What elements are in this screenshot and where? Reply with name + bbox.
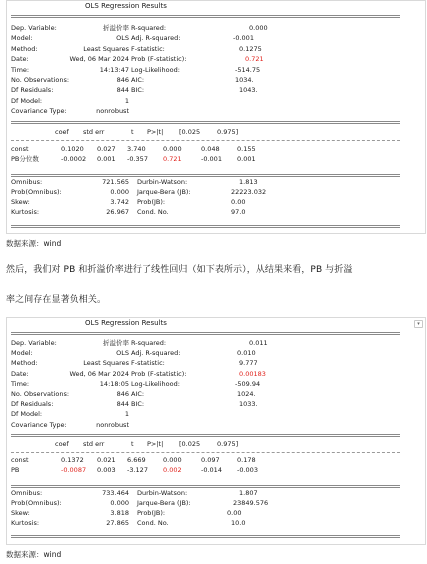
summary-value: Least Squares (83, 44, 129, 53)
coef-cell-hi: 0.155 (237, 145, 256, 153)
summary-value: Wed, 06 Mar 2024 (69, 55, 129, 64)
diagnostic-label: Prob(Omnibus): (11, 499, 62, 507)
chevron-down-icon[interactable]: ▾ (414, 320, 423, 328)
summary-metric-value: 0.000 (249, 24, 268, 32)
diagnostic-label: Omnibus: (11, 489, 43, 497)
coef-row (11, 154, 403, 164)
summary-value: Least Squares (83, 359, 129, 368)
summary-metric-label: BIC: (131, 86, 145, 95)
coef-column-header: std err (83, 440, 105, 448)
summary-metric-label: Prob (F-statistic): (131, 55, 187, 64)
coef-cell-hi: 0.001 (237, 155, 256, 163)
diagnostic-metric-label: Jarque-Bera (JB): (137, 188, 191, 196)
rule-double (11, 15, 400, 18)
diagnostic-metric-value: 10.0 (231, 519, 246, 527)
diagnostic-metric-value: 97.0 (231, 208, 246, 216)
summary-value: nonrobust (96, 420, 129, 429)
summary-value: OLS (116, 34, 129, 43)
rule-double (11, 121, 400, 124)
diagnostic-row (11, 197, 403, 207)
summary-metric-value: 1034. (235, 76, 254, 84)
rule-double (11, 535, 400, 538)
summary-row (11, 85, 403, 95)
summary-label: Date: (11, 369, 29, 378)
diagnostic-row (11, 518, 403, 528)
summary-row (11, 369, 403, 379)
summary-label: Time: (11, 379, 30, 388)
diagnostic-label: Prob(Omnibus): (11, 188, 62, 196)
coef-cell-t: 3.740 (127, 145, 146, 153)
coef-cell-c: 0.1020 (61, 145, 84, 153)
diagnostic-value: 3.818 (110, 509, 129, 517)
summary-metric-value: 0.011 (249, 339, 268, 347)
coef-cell-s: 0.021 (97, 456, 116, 464)
summary-label: Date: (11, 55, 29, 64)
coef-column-header: t (131, 440, 134, 448)
summary-row (11, 33, 403, 43)
coef-cell-p: 0.002 (163, 466, 182, 474)
coef-cell-s: 0.003 (97, 466, 116, 474)
summary-row (11, 409, 403, 419)
diagnostic-value: 0.000 (110, 499, 129, 507)
coef-cell-lo: 0.097 (201, 456, 220, 464)
summary-metric-value: 1024. (237, 390, 256, 398)
summary-value: 846 (116, 390, 129, 398)
coef-cell-t: -0.357 (127, 155, 148, 163)
summary-label: Df Model: (11, 410, 43, 419)
diagnostic-metric-value: 23849.576 (233, 499, 269, 507)
summary-metric-value: -0.001 (233, 34, 254, 43)
summary-row (11, 348, 403, 358)
coef-column-header: 0.975] (217, 128, 239, 136)
summary-row (11, 106, 403, 116)
coef-row (11, 144, 403, 154)
summary-row (11, 54, 403, 64)
paragraph-line-2: 率之间存在显著负相关。 (6, 295, 107, 305)
regression-panel-2 (6, 317, 426, 545)
coef-column-header: t (131, 128, 134, 136)
summary-label: Covariance Type: (11, 107, 67, 116)
rule-double (11, 434, 400, 437)
summary-metric-label: F-statistic: (131, 359, 165, 368)
diagnostic-row (11, 508, 403, 518)
summary-metric-value: 0.00183 (239, 369, 266, 378)
diagnostic-label: Skew: (11, 509, 30, 517)
summary-label: Dep. Variable: (11, 24, 57, 32)
paragraph-line-1: 然后，我们对 PB 和折溢价率进行了线性回归（如下表所示），从结果来看，PB 与折溢 (6, 265, 353, 275)
diagnostic-label: Omnibus: (11, 178, 43, 186)
rule-dashed (11, 140, 400, 141)
diagnostic-row (11, 488, 403, 498)
summary-label: Dep. Variable: (11, 339, 57, 347)
coef-cell-lo: -0.001 (201, 155, 222, 163)
summary-metric-label: Prob (F-statistic): (131, 369, 187, 378)
summary-metric-value: 0.010 (237, 349, 256, 358)
summary-label: Df Model: (11, 96, 43, 105)
summary-metric-value: 1043. (239, 86, 258, 95)
coef-column-header: P>|t| (147, 128, 164, 136)
summary-label: Covariance Type: (11, 420, 67, 429)
diagnostic-metric-label: Durbin-Watson: (137, 489, 188, 497)
coef-row (11, 465, 403, 475)
data-source-note: 数据来源：wind (6, 239, 62, 248)
summary-row (11, 358, 403, 368)
coef-column-header: P>|t| (147, 440, 164, 448)
diagnostic-metric-label: Prob(JB): (137, 509, 166, 517)
summary-metric-value: 9.777 (239, 359, 258, 368)
coef-cell-hi: 0.178 (237, 456, 256, 464)
coef-cell-n: PB分位数 (11, 155, 39, 163)
coef-cell-lo: 0.048 (201, 145, 220, 153)
summary-value: OLS (116, 349, 129, 358)
summary-value: 14:13:47 (99, 65, 129, 74)
summary-value: 844 (116, 400, 129, 409)
summary-value: 1 (124, 410, 129, 419)
summary-metric-label: Log-Likelihood: (131, 379, 180, 388)
coef-header-row (11, 439, 403, 449)
summary-label: Df Residuals: (11, 86, 54, 95)
diagnostic-value: 26.967 (106, 208, 129, 216)
coef-header-row (11, 127, 403, 137)
diagnostic-metric-label: Cond. No. (137, 519, 169, 527)
summary-row (11, 420, 403, 430)
summary-label: Df Residuals: (11, 400, 54, 409)
summary-metric-label: AIC: (131, 76, 145, 84)
summary-row (11, 389, 403, 399)
summary-value: 846 (116, 76, 129, 84)
summary-row (11, 44, 403, 54)
summary-label: Method: (11, 359, 38, 368)
summary-row (11, 96, 403, 106)
summary-metric-value: 0.1275 (239, 44, 262, 53)
summary-value: 844 (116, 86, 129, 95)
coef-cell-lo: -0.014 (201, 466, 222, 474)
diagnostic-metric-value: 1.807 (239, 489, 258, 497)
summary-value: 1 (124, 96, 129, 105)
summary-metric-label: AIC: (131, 390, 145, 398)
diagnostic-label: Kurtosis: (11, 519, 40, 527)
coef-cell-n: PB (11, 466, 20, 474)
diagnostic-value: 3.742 (110, 198, 129, 206)
summary-row (11, 75, 403, 85)
coef-cell-p: 0.000 (163, 456, 182, 464)
coef-cell-hi: -0.003 (237, 466, 258, 474)
regression-panel-1 (6, 0, 426, 234)
summary-metric-label: Log-Likelihood: (131, 65, 180, 74)
rule-double (11, 225, 400, 228)
diagnostic-metric-label: Durbin-Watson: (137, 178, 188, 186)
coef-column-header: std err (83, 128, 105, 136)
summary-value: Wed, 06 Mar 2024 (69, 369, 129, 378)
summary-metric-label: F-statistic: (131, 44, 165, 53)
diagnostic-metric-value: 0.00 (231, 198, 246, 206)
summary-metric-label: Adj. R-squared: (131, 34, 181, 43)
coef-cell-s: 0.027 (97, 145, 116, 153)
summary-row (11, 379, 403, 389)
diagnostic-value: 721.565 (102, 178, 129, 186)
panel-header (7, 318, 425, 329)
summary-value: 折溢价率 (103, 339, 129, 347)
summary-metric-label: R-squared: (131, 339, 167, 347)
summary-metric-value: 0.721 (245, 55, 264, 64)
diagnostic-row (11, 207, 403, 217)
coef-column-header: [0.025 (179, 128, 201, 136)
coef-cell-c: 0.1372 (61, 456, 84, 464)
summary-label: Model: (11, 349, 33, 358)
coef-column-header: 0.975] (217, 440, 239, 448)
diagnostic-row (11, 498, 403, 508)
coef-cell-p: 0.000 (163, 145, 182, 153)
summary-label: Model: (11, 34, 33, 43)
diagnostic-metric-label: Prob(JB): (137, 198, 166, 206)
coef-column-header: coef (55, 128, 69, 136)
panel-header (7, 1, 425, 12)
coef-cell-s: 0.001 (97, 155, 116, 163)
summary-row (11, 65, 403, 75)
coef-column-header: [0.025 (179, 440, 201, 448)
summary-metric-value: -514.75 (235, 65, 261, 74)
summary-metric-label: Adj. R-squared: (131, 349, 181, 358)
summary-label: Time: (11, 65, 30, 74)
panel-title: OLS Regression Results (85, 2, 167, 10)
diagnostic-label: Kurtosis: (11, 208, 40, 216)
rule-dashed (11, 452, 400, 453)
summary-row (11, 23, 403, 33)
summary-metric-label: BIC: (131, 400, 145, 409)
diagnostic-row (11, 177, 403, 187)
diagnostic-metric-value: 22223.032 (231, 188, 267, 196)
coef-cell-c: -0.0002 (61, 155, 87, 163)
summary-row (11, 338, 403, 348)
coef-cell-p: 0.721 (163, 155, 182, 163)
summary-value: 14:18:05 (99, 379, 129, 388)
summary-value: nonrobust (96, 107, 129, 116)
coef-cell-n: const (11, 456, 29, 464)
coef-cell-n: const (11, 145, 29, 153)
panel-title: OLS Regression Results (85, 319, 167, 327)
summary-metric-value: 1033. (239, 400, 258, 409)
summary-row (11, 399, 403, 409)
coef-cell-t: -3.127 (127, 466, 148, 474)
summary-metric-value: -509.94 (235, 379, 261, 388)
summary-metric-label: R-squared: (131, 24, 167, 32)
diagnostic-value: 0.000 (110, 188, 129, 196)
diagnostic-metric-value: 0.00 (227, 509, 242, 517)
diagnostic-metric-label: Cond. No. (137, 208, 169, 216)
coef-cell-t: 6.669 (127, 456, 146, 464)
rule-double (11, 332, 400, 335)
diagnostic-metric-value: 1.813 (239, 178, 258, 186)
coef-column-header: coef (55, 440, 69, 448)
diagnostic-row (11, 187, 403, 197)
diagnostic-value: 733.464 (102, 489, 129, 497)
coef-row (11, 455, 403, 465)
summary-label: No. Observations: (11, 76, 70, 84)
diagnostic-value: 27.865 (106, 519, 129, 527)
summary-value: 折溢价率 (103, 24, 129, 32)
coef-cell-c: -0.0087 (61, 466, 87, 474)
data-source-note: 数据来源：wind (6, 550, 62, 559)
diagnostic-metric-label: Jarque-Bera (JB): (137, 499, 191, 507)
diagnostic-label: Skew: (11, 198, 30, 206)
summary-label: Method: (11, 44, 38, 53)
summary-label: No. Observations: (11, 390, 70, 398)
